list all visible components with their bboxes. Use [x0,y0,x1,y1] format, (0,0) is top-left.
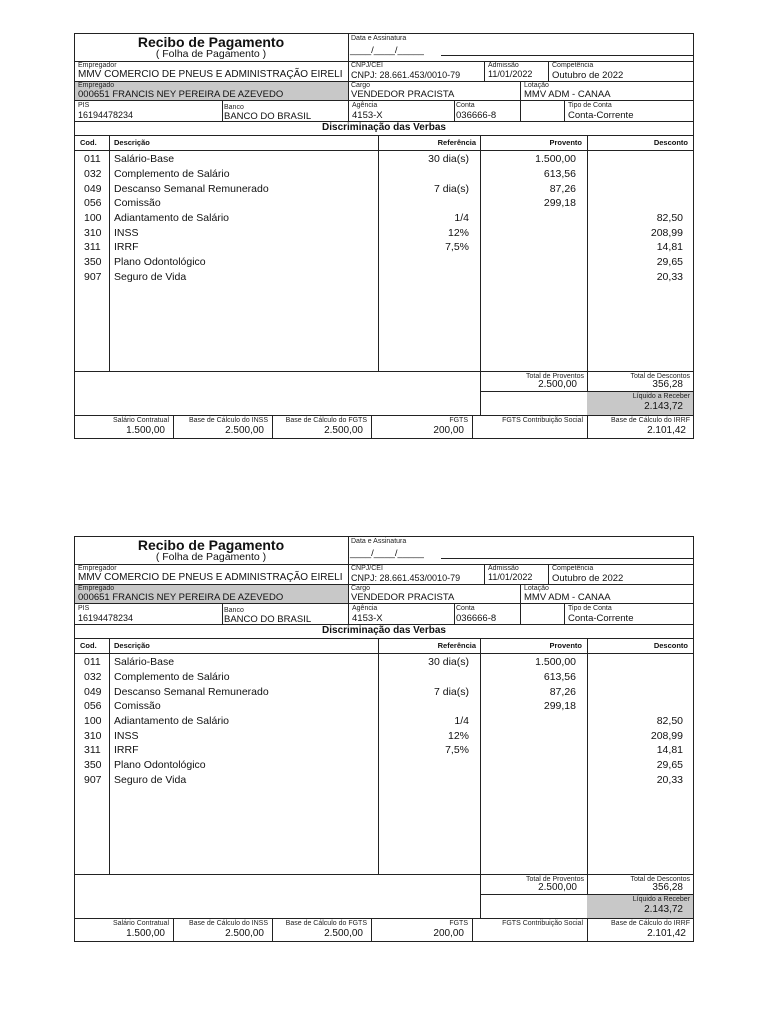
role-label: Cargo [351,82,371,89]
item-code: 311 [84,744,101,756]
account-type-value: Conta-Corrente [568,110,634,121]
item-description: Salário-Base [114,153,175,165]
item-reference: 30 dia(s) [428,656,469,668]
location-value: MMV ADM - CANAA [524,592,611,603]
item-description: Complemento de Salário [114,168,230,180]
item-code: 032 [84,671,102,683]
item-provento: 613,56 [543,168,576,180]
item-code: 011 [84,153,101,165]
item-description: Comissão [114,197,161,209]
cnpj-value: CNPJ: 28.661.453/0010-79 [351,573,461,583]
item-description: INSS [114,730,139,742]
divider [348,603,349,624]
divider [548,564,549,584]
item-code: 100 [84,715,102,727]
divider [222,603,223,624]
footer-label: Salário Contratual [112,417,169,424]
receipt-title: Recibo de Pagamento [137,34,285,50]
item-code: 049 [84,183,102,195]
divider [484,61,485,81]
item-desconto: 82,50 [656,212,683,224]
item-reference: 12% [447,730,469,742]
pis-value: 16194478234 [78,613,134,623]
pis-label: PIS [78,605,90,612]
payslip [74,33,694,439]
account-type-label: Tipo de Conta [568,605,612,612]
competence-label: Competência [552,62,594,69]
item-desconto: 29,65 [656,256,683,268]
items-list [74,152,694,368]
divider [371,416,372,439]
item-desconto: 208,99 [650,730,683,742]
agency-value: 4153-X [352,613,383,624]
bank-label: Banco [224,607,244,614]
agency-label: Agência [352,605,378,612]
total-descontos-value: 356,28 [652,379,683,390]
divider [74,100,694,101]
net-pay-value: 2.143,72 [644,401,683,412]
section-title: Discriminação das Verbas [322,122,446,133]
employer-name: MMV COMERCIO DE PNEUS E ADMINISTRAÇÃO EIRELI [78,572,343,583]
employee-label: Empregado [78,82,115,89]
bank-value: BANCO DO BRASIL [224,614,312,625]
signature-line [441,558,694,559]
item-description: Adiantamento de Salário [114,715,229,727]
agency-label: Agência [352,102,378,109]
footer-label: FGTS Contribuição Social [502,920,583,927]
item-desconto: 20,33 [656,271,683,283]
item-code: 907 [84,271,102,283]
item-description: Adiantamento de Salário [114,212,229,224]
divider [480,894,694,895]
total-proventos-label: Total de Proventos [526,876,584,883]
item-description: Comissão [114,700,161,712]
item-desconto: 29,65 [656,759,683,771]
competence-value: Outubro de 2022 [552,573,624,584]
admission-date: 11/01/2022 [488,69,533,79]
item-code: 311 [84,241,101,253]
divider [520,584,521,624]
column-header-provento: Provento [549,641,582,650]
item-code: 011 [84,656,101,668]
admission-label: Admissão [488,565,519,572]
item-code: 100 [84,212,102,224]
divider [74,81,694,82]
footer-value: 200,00 [433,928,464,939]
account-type-value: Conta-Corrente [568,613,634,624]
employee-name: 000651 FRANCIS NEY PEREIRA DE AZEVEDO [78,89,284,100]
item-code: 907 [84,774,102,786]
divider [74,653,694,654]
item-desconto: 208,99 [650,227,683,239]
footer-value: 2.500,00 [324,425,363,436]
divider [74,135,694,136]
item-code: 056 [84,700,102,712]
divider [74,638,694,639]
column-header-referencia: Referência [437,138,476,147]
signature-date: ____/____/_____ [350,45,424,56]
net-pay-label: Líquido a Receber [632,896,690,903]
item-provento: 87,26 [549,686,576,698]
footer-value: 200,00 [433,425,464,436]
item-reference: 7 dia(s) [433,686,469,698]
divider [587,919,588,942]
item-code: 032 [84,168,102,180]
footer-value: 2.500,00 [225,928,264,939]
agency-value: 4153-X [352,110,383,121]
total-descontos-value: 356,28 [652,882,683,893]
item-code: 310 [84,730,102,742]
signature-date: ____/____/_____ [350,548,424,559]
column-header-desconto: Desconto [653,641,688,650]
divider [74,564,694,565]
divider [74,61,694,62]
item-provento: 299,18 [543,197,576,209]
bank-label: Banco [224,104,244,111]
item-provento: 299,18 [543,700,576,712]
divider [348,100,349,121]
footer-value: 2.101,42 [647,425,686,436]
pis-value: 16194478234 [78,110,134,120]
employer-label: Empregador [78,62,117,69]
footer-value: 1.500,00 [126,425,165,436]
item-provento: 1.500,00 [535,656,576,668]
divider [74,874,694,875]
account-value: 036666-8 [456,613,497,624]
total-proventos-label: Total de Proventos [526,373,584,380]
location-value: MMV ADM - CANAA [524,89,611,100]
divider [222,100,223,121]
item-reference: 12% [447,227,469,239]
column-header-provento: Provento [549,138,582,147]
footer-label: Base de Cálculo do FGTS [285,417,367,424]
items-list [74,655,694,871]
column-header-descricao: Descrição [114,641,150,650]
item-description: Seguro de Vida [114,774,187,786]
divider [173,416,174,439]
item-description: Complemento de Salário [114,671,230,683]
employer-label: Empregador [78,565,117,572]
item-desconto: 14,81 [656,744,683,756]
footer-value: 2.101,42 [647,928,686,939]
divider [272,416,273,439]
admission-label: Admissão [488,62,519,69]
item-code: 056 [84,197,102,209]
footer-label: FGTS [449,920,468,927]
account-label: Conta [456,102,475,109]
item-provento: 1.500,00 [535,153,576,165]
divider [472,416,473,439]
admission-date: 11/01/2022 [488,572,533,582]
divider [548,61,549,81]
item-provento: 613,56 [543,671,576,683]
net-pay-label: Líquido a Receber [632,393,690,400]
divider [454,100,455,121]
divider [520,81,521,121]
divider [587,416,588,439]
cnpj-label: CNPJ/CEI [351,565,383,572]
location-label: Lotação [524,585,549,592]
cnpj-label: CNPJ/CEI [351,62,383,69]
role-label: Cargo [351,585,371,592]
divider [480,391,694,392]
divider [173,919,174,942]
column-header-cod: Cod. [80,641,97,650]
divider [74,150,694,151]
total-proventos-value: 2.500,00 [538,882,577,893]
column-header-referencia: Referência [437,641,476,650]
account-type-label: Tipo de Conta [568,102,612,109]
item-description: Plano Odontológico [114,759,206,771]
item-description: Descanso Semanal Remunerado [114,686,269,698]
divider [371,919,372,942]
footer-label: Base de Cálculo do IRRF [611,417,690,424]
footer-label: Base de Cálculo do INSS [189,417,268,424]
column-header-desconto: Desconto [653,138,688,147]
divider [564,100,565,121]
receipt-subtitle: ( Folha de Pagamento ) [155,551,267,563]
item-description: Seguro de Vida [114,271,187,283]
employee-label: Empregado [78,585,115,592]
divider [564,603,565,624]
payslip [74,536,694,942]
divider [484,564,485,584]
pis-label: PIS [78,102,90,109]
column-header-cod: Cod. [80,138,97,147]
total-descontos-label: Total de Descontos [630,373,690,380]
competence-value: Outubro de 2022 [552,70,624,81]
total-proventos-value: 2.500,00 [538,379,577,390]
account-label: Conta [456,605,475,612]
divider [454,603,455,624]
item-code: 310 [84,227,102,239]
receipt-subtitle: ( Folha de Pagamento ) [155,48,267,60]
item-desconto: 14,81 [656,241,683,253]
divider [74,371,694,372]
item-reference: 1/4 [454,715,469,727]
account-value: 036666-8 [456,110,497,121]
bank-value: BANCO DO BRASIL [224,111,312,122]
item-description: Descanso Semanal Remunerado [114,183,269,195]
item-description: Salário-Base [114,656,175,668]
footer-label: Base de Cálculo do FGTS [285,920,367,927]
receipt-title: Recibo de Pagamento [137,537,285,553]
location-label: Lotação [524,82,549,89]
employer-name: MMV COMERCIO DE PNEUS E ADMINISTRAÇÃO EIRELI [78,69,343,80]
item-provento: 87,26 [549,183,576,195]
divider [74,603,694,604]
footer-label: Salário Contratual [112,920,169,927]
item-reference: 7 dia(s) [433,183,469,195]
item-reference: 30 dia(s) [428,153,469,165]
divider [74,584,694,585]
footer-label: FGTS [449,417,468,424]
footer-label: Base de Cálculo do INSS [189,920,268,927]
item-code: 350 [84,759,102,771]
footer-summary [74,919,694,942]
item-code: 350 [84,256,102,268]
footer-value: 2.500,00 [225,425,264,436]
item-description: INSS [114,227,139,239]
item-desconto: 82,50 [656,715,683,727]
footer-value: 1.500,00 [126,928,165,939]
item-description: IRRF [114,744,139,756]
item-reference: 7,5% [445,744,469,756]
item-description: IRRF [114,241,139,253]
net-pay-value: 2.143,72 [644,904,683,915]
signature-line [441,55,694,56]
divider [272,919,273,942]
column-header-descricao: Descrição [114,138,150,147]
cnpj-value: CNPJ: 28.661.453/0010-79 [351,70,461,80]
footer-label: Base de Cálculo do IRRF [611,920,690,927]
signature-label: Data e Assinatura [351,35,407,42]
total-descontos-label: Total de Descontos [630,876,690,883]
section-title: Discriminação das Verbas [322,625,446,636]
divider [472,919,473,942]
signature-label: Data e Assinatura [351,538,407,545]
role-value: VENDEDOR PRACISTA [351,89,455,100]
item-reference: 7,5% [445,241,469,253]
footer-label: FGTS Contribuição Social [502,417,583,424]
footer-summary [74,416,694,439]
item-description: Plano Odontológico [114,256,206,268]
competence-label: Competência [552,565,594,572]
role-value: VENDEDOR PRACISTA [351,592,455,603]
item-code: 049 [84,686,102,698]
employee-name: 000651 FRANCIS NEY PEREIRA DE AZEVEDO [78,592,284,603]
item-desconto: 20,33 [656,774,683,786]
item-reference: 1/4 [454,212,469,224]
footer-value: 2.500,00 [324,928,363,939]
